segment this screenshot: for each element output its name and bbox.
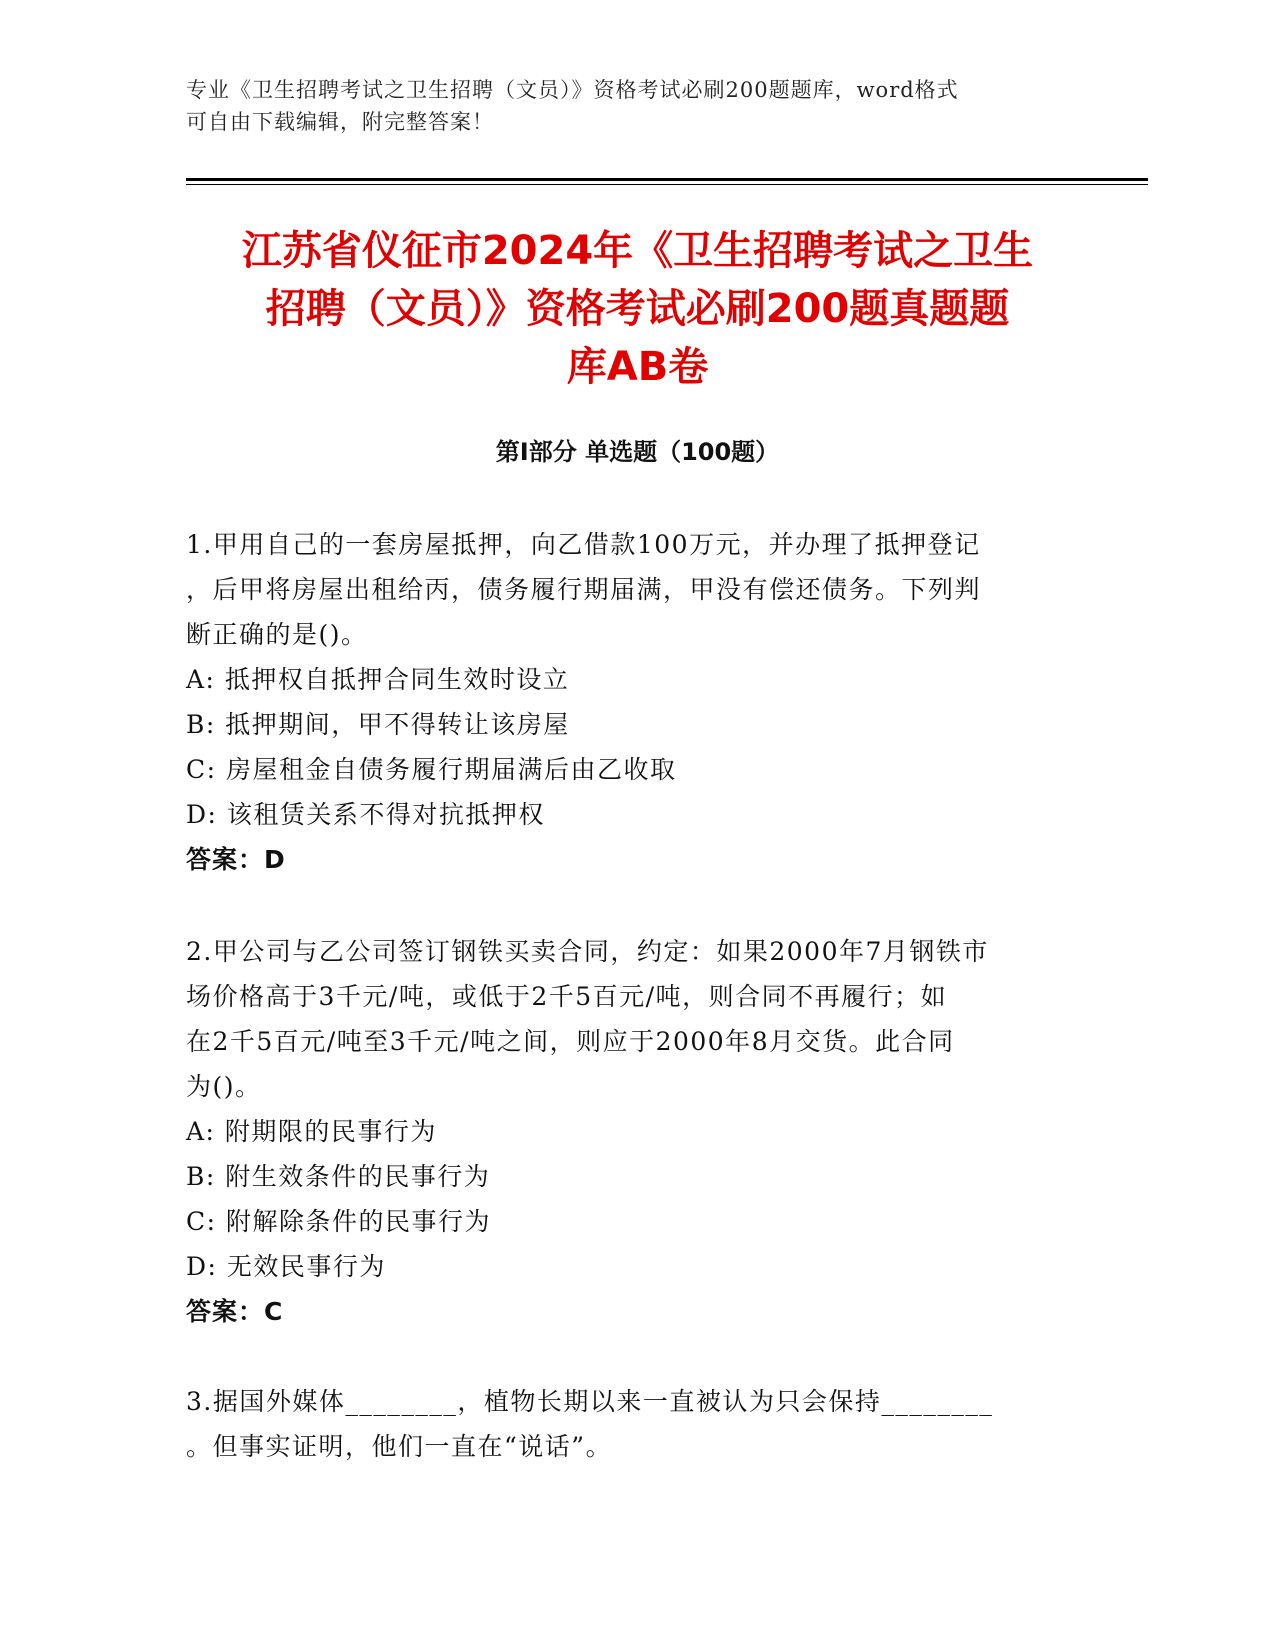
document-title	[150, 222, 1125, 396]
question-stem-line: 2.甲公司与乙公司签订钢铁买卖合同，约定：如果2000年7月钢铁市	[186, 937, 989, 966]
question-block	[186, 522, 1086, 882]
section-heading: 第Ⅰ部分 单选题（100题）	[495, 438, 780, 466]
header-divider-thin	[186, 184, 1148, 185]
question-stem-line: 1.甲用自己的一套房屋抵押，向乙借款100万元，并办理了抵押登记	[186, 530, 981, 559]
question-stem-line: 在2千5百元/吨至3千元/吨之间，则应于2000年8月交货。此合同	[186, 1027, 955, 1056]
question-stem-line: 3.据国外媒体________，植物长期以来一直被认为只会保持________	[186, 1387, 994, 1416]
question-stem-line: 。但事实证明，他们一直在“说话”。	[186, 1432, 613, 1461]
option-a: A: 附期限的民事行为	[186, 1117, 437, 1146]
option-d: D: 该租赁关系不得对抗抵押权	[186, 800, 545, 829]
header-note-line: 可自由下载编辑，附完整答案！	[186, 110, 494, 134]
option-b: B: 附生效条件的民事行为	[186, 1162, 491, 1191]
header-note	[186, 74, 1066, 138]
title-line: 库AB卷	[566, 344, 709, 390]
option-a: A: 抵押权自抵押合同生效时设立	[186, 665, 570, 694]
question-stem-line: 场价格高于3千元/吨，或低于2千5百元/吨，则合同不再履行；如	[186, 982, 948, 1011]
header-note-line: 专业《卫生招聘考试之卫生招聘（文员）》资格考试必刷200题题库，word格式	[186, 78, 959, 102]
question-stem-line: ，后甲将房屋出租给丙，债务履行期届满，甲没有偿还债务。下列判	[186, 575, 982, 604]
question-block	[186, 1379, 1086, 1469]
option-c: C: 房屋租金自债务履行期届满后由乙收取	[186, 755, 677, 784]
question-stem-line: 为()。	[186, 1072, 262, 1101]
answer-line: 答案：C	[186, 1297, 284, 1326]
title-line: 招聘（文员）》资格考试必刷200题真题题	[265, 286, 1010, 332]
option-c: C: 附解除条件的民事行为	[186, 1207, 491, 1236]
question-block	[186, 929, 1086, 1334]
answer-line: 答案：D	[186, 845, 286, 874]
header-divider-thick	[186, 178, 1148, 181]
option-b: B: 抵押期间，甲不得转让该房屋	[186, 710, 570, 739]
question-stem-line: 断正确的是()。	[186, 620, 368, 649]
title-line: 江苏省仪征市2024年《卫生招聘考试之卫生	[241, 228, 1034, 274]
option-d: D: 无效民事行为	[186, 1252, 386, 1281]
